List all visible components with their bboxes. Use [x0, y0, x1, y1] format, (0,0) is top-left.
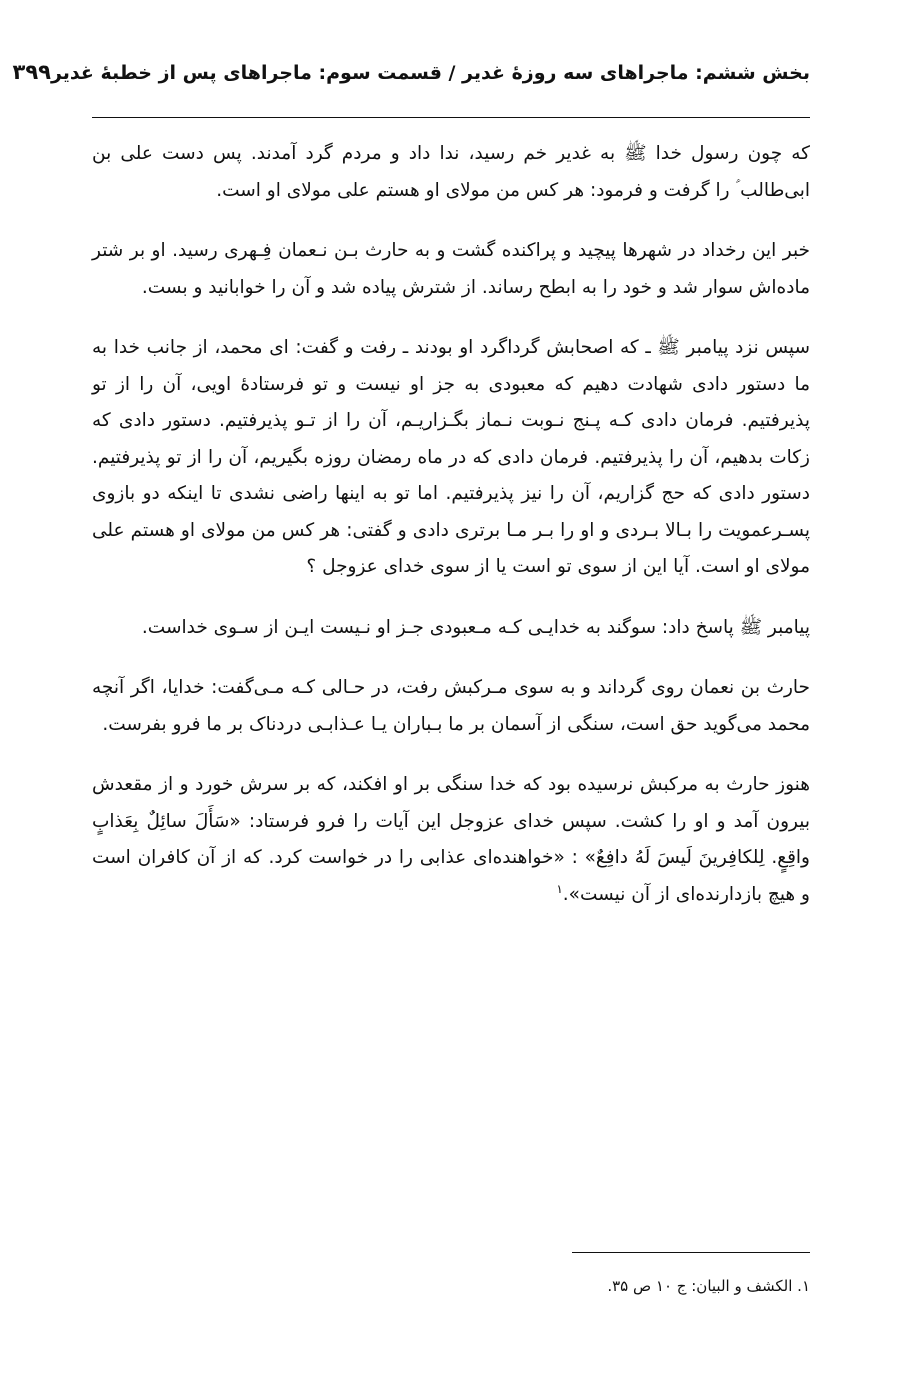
- book-page: [12, 60, 810, 1350]
- running-header: [12, 60, 810, 118]
- paragraph: که چون رسول خدا ﷺ به غدیر خم رسید، ندا داد و مردم گرد آمدند. پس دست علی بن ابی‌طالب ؑ را گرفت و فرمود: هر کس من مولای او هستم علی مولای او است.: [92, 143, 810, 201]
- footnote: ۱. الکشف و البیان: ج ۱۰ ص ۳۵.: [607, 1277, 810, 1295]
- page-number: ۳۹۹: [12, 60, 51, 84]
- paragraph: پیامبر ﷺ پاسخ داد: سوگند به خدایـی کـه مـعبودی جـز او نـیست ایـن از سـوی خداست.: [141, 616, 810, 638]
- footnote-marker[interactable]: ۱: [556, 881, 563, 896]
- footnote-divider: [572, 1252, 810, 1253]
- body-text: [92, 136, 810, 913]
- running-header-title: بخش ششم: ماجراهای سه روزهٔ غدیر / قسمت سوم: ماجراهای پس از خطبهٔ غدیر: [50, 62, 810, 84]
- paragraph-text: هنوز حارث به مرکبش نرسیده بود که خدا سنگی بر او افکند، که بر سرش خورد و از مقعدش بیرون آمد و او را کشت. سپس خدای عزوجل این آیات را فرو فرستاد: «سَأَلَ سائِلٌ بِعَذابٍ واقِعٍ. لِلكافِرينَ لَيسَ لَهُ دافِعٌ» : «خواهنده‌ای عذابی را در خواست کرد. که از آن کافران است و هیچ بازدارنده‌ای از آن نیست».: [92, 774, 810, 905]
- paragraph: حارث بن نعمان روی گرداند و به سوی مـرکبش رفت، در حـالی کـه مـی‌گفت: خدایا، اگر آنچه محمد می‌گوید حق است، سنگی از آسمان بر ما بـباران یـا عـذابـی دردناک بر ما فرو بفرست.: [92, 677, 810, 735]
- paragraph: خبر این رخداد در شهرها پیچید و پراکنده گشت و به حارث بـن نـعمان فِـهری رسید. او بر شتر ماده‌اش سوار شد و خود را به ابطح رساند. از شترش پیاده شد و آن را خوابانید و بست.: [92, 240, 810, 298]
- paragraph-with-footnote: [92, 767, 810, 913]
- paragraph: سپس نزد پیامبر ﷺ ـ که اصحابش گرداگرد او بودند ـ رفت و گفت: ای محمد، از جانب خدا به ما دستور دادی شهادت دهیم که معبودی به جز او نیست و تو فرستادهٔ اویی، آن را از تو پذیرفتیم. فرمان دادی کـه پـنج نـوبت نـماز بگـزاریـم، آن را از تـو پذیرفتیم. دستور دادی که زکات بدهیم، آن را پذیرفتیم. فرمان دادی که در ماه رمضان روزه بگیریم، آن را از تو پذیرفتیم. دستور دادی که حج گزاریم، آن را نیز پذیرفتیم. اما تو به اینها راضی نشدی تا اینکه دو بازوی پسـرعمویت را بـالا بـردی و او را بـر مـا برتری دادی و گفتی: هر کس من مولای او هستم علی مولای او است. آیا این از سوی تو است یا از سوی خدای عزوجل ؟: [92, 337, 810, 577]
